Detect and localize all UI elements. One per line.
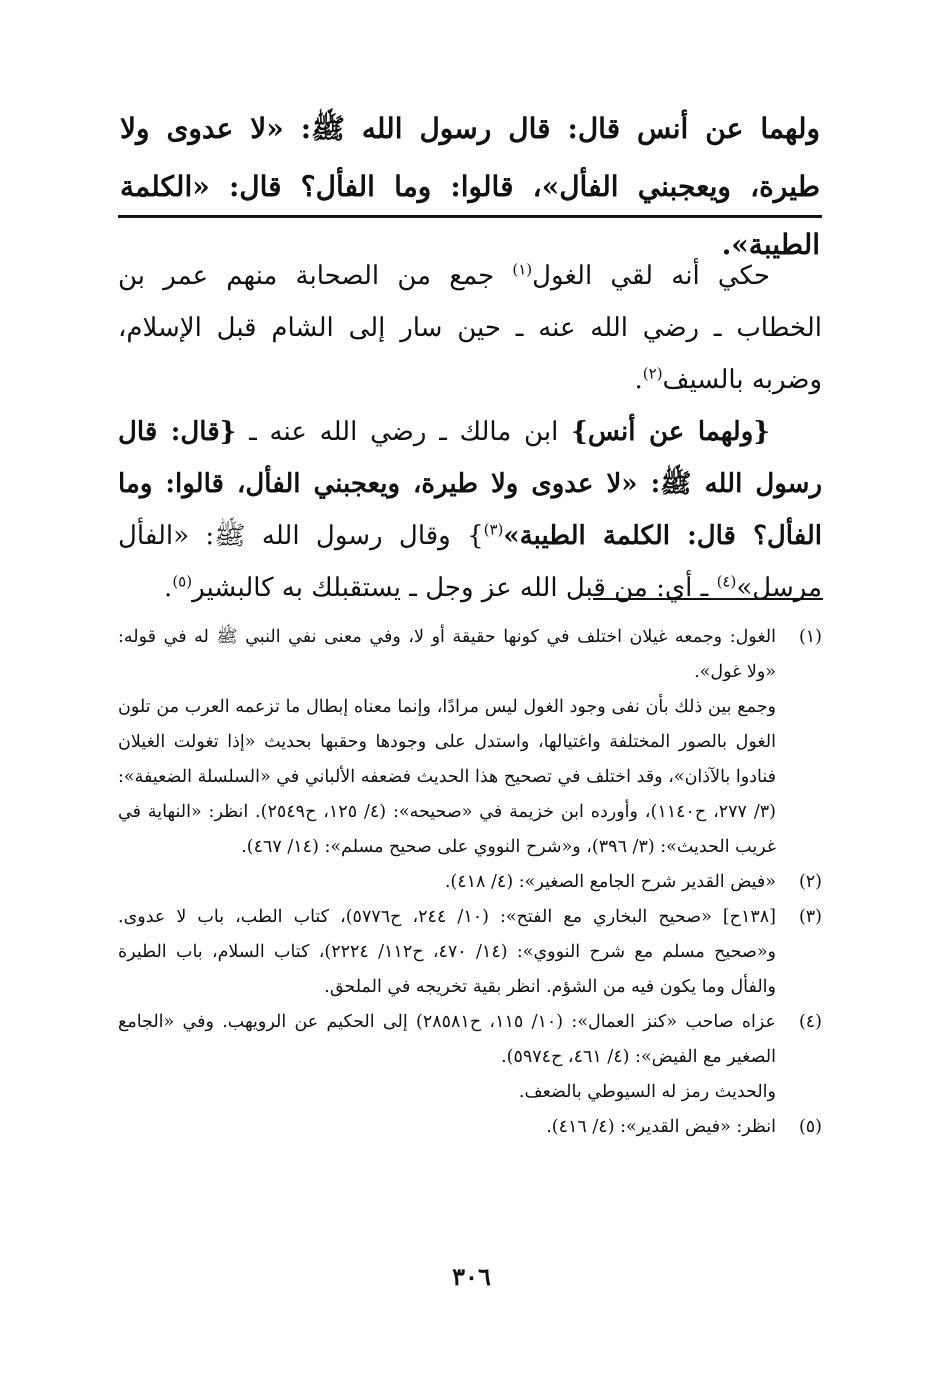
footnote-ref[interactable]: (٤) [716,572,737,591]
footnote [118,1005,822,1110]
footnote-ref[interactable]: (١) [512,260,533,279]
footnote-line: «فيض القدير شرح الجامع الصغير»: (٤/ ٤١٨). [444,872,776,892]
commentary-paragraph: {ولهما عن أنس} ابن مالك ـ رضي الله عنه ـ {قال: قال رسول الله ﷺ: «لا عدوى ولا طيرة، ويعجبني الفأل، قالوا: وما الفأل؟ قال: الكلمة الطيبة»$^{(٣)}$} وقال رسول الله ﷺ: «الفأل مرسل»$^{(٤)}$ ـ أي: من قبل الله عز وجل ـ يستقبلك به كالبشير$^{(٥)}$. [118,417,822,603]
footnote-line: والحديث رمز له السيوطي بالضعف. [518,1082,776,1102]
footnote-number: (٣) [798,907,822,927]
footnote [118,1110,822,1145]
footnote-number: (١) [798,627,822,647]
matn-divider [118,215,822,218]
footnote-line: وجمع بين ذلك بأن نفى وجود الغول ليس مرادًا، وإنما معناه إبطال ما تزعمه العرب من تلون الغول بالصور المختلفة واغتيالها، واستدل على وجودها وحقبها بحديث «إذا تغولت الغيلان فنادوا بالآذان»، وقد اختلف في تصحيح هذا الحديث فضعفه الألباني في «السلسلة الضعيفة»: (٣/ ٢٧٧، ح١١٤٠)، وأورده ابن خزيمة في «صحيحه»: (٤/ ١٢٥، ح٢٥٤٩). انظر: «النهاية في غريب الحديث»: (٣/ ٣٩٦)، و«شرح النووي على صحيح مسلم»: (١٤/ ٤٦٧). [118,697,776,857]
footnote-line: انظر: «فيض القدير»: (٤/ ٤١٦). [546,1117,776,1137]
footnote [118,620,822,865]
footnote-line: [١٣٨ح] «صحيح البخاري مع الفتح»: (١٠/ ٢٤٤، ح٥٧٧٦)، كتاب الطب، باب لا عدوى. و«صحيح مسلم مع شرح النووي»: (١٤/ ٤٧٠، ح١١٢/ ٢٢٢٤)، كتاب السلام، باب الطيرة والفأل وما يكون فيه من الشؤم. انظر بقية تخريجه في الملحق. [118,907,776,997]
footnote [118,865,822,900]
footnote-number: (٤) [798,1012,822,1032]
footnote [118,900,822,1005]
footnote-line: الغول: وجمعه غيلان اختلف في كونها حقيقة أو لا، وفي معنى نفي النبي ﷺ له في قوله: «ولا غول». [118,627,776,682]
matn-text: ولهما عن أنس قال: قال رسول الله ﷺ: «لا عدوى ولا طيرة، ويعجبني الفأل»، قالوا: وما الفأل؟ قال: «الكلمة الطيبة». [120,112,820,261]
footnote-number: (٥) [798,1117,822,1137]
footnote-ref[interactable]: (٢) [642,364,663,383]
footnote-number: (٢) [798,872,822,892]
footnotes [118,620,822,1145]
footnote-line: عزاه صاحب «كنز العمال»: (١٠/ ١١٥، ح٢٨٥٨١) إلى الحكيم عن الرويهب. وفي «الجامع الصغير مع الفيض»: (٤/ ٤٦١، ح٥٩٧٤). [118,1012,777,1067]
page-number: ٣٠٦ [452,1262,491,1291]
footnote-ref[interactable]: (٣) [483,520,504,539]
commentary-paragraph: حكي أنه لقي الغول$^{(١)}$ جمع من الصحابة منهم عمر بن الخطاب ـ رضي الله عنه ـ حين سار إلى الشام قبل الإسلام، وضربه بالسيف$^{(٢)}$. [118,260,822,395]
commentary [118,250,822,614]
footnote-ref[interactable]: (٥) [172,572,193,591]
footnote-divider [593,598,823,600]
